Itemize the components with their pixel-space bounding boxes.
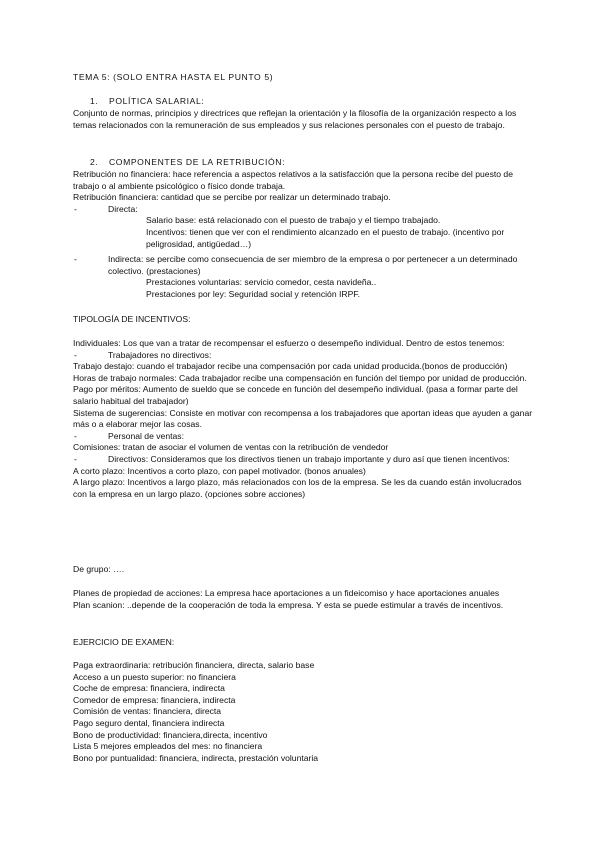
directa-label: Directa: [108, 203, 138, 214]
destajo-paragraph: Trabajo destajo: cuando el trabajador recibe una compensación por cada unidad producida.(bonos de producción) [73, 361, 508, 372]
tipologia-content [73, 338, 535, 500]
dash-bullet: - [74, 203, 77, 214]
no-financiera-paragraph: Retribución no financiera: hace referencia a aspectos relativos a la satisfacción que la persona recibe del puesto de trabajo o al ambiente psicológico o físico donde trabaja. [73, 169, 513, 191]
directivos-item [73, 454, 535, 466]
section2-number: 2. [90, 157, 99, 167]
ejercicio-item: Coche de empresa: financiera, indirecta [73, 683, 225, 694]
section2-heading-text: COMPONENTES DE LA RETRIBUCIÓN: [109, 157, 286, 167]
grupo-content [73, 588, 535, 611]
largo-plazo-paragraph: A largo plazo: Incentivos a largo plazo, más relacionados con los de la empresa. Se les da cuando están involucrados con la empresa en un largo plazo. (opciones sobre acciones) [73, 477, 522, 499]
dash-bullet: - [74, 254, 77, 265]
ejercicio-heading: EJERCICIO DE EXAMEN: [73, 637, 175, 647]
directa-item [73, 204, 535, 216]
horas-normales-paragraph: Horas de trabajo normales: Cada trabajador recibe una compensación en función del tiempo por unidad de producción. [73, 372, 527, 383]
section2-content [73, 169, 535, 301]
indirecta-item [73, 254, 535, 277]
tipologia-heading: TIPOLOGÍA DE INCENTIVOS: [73, 314, 191, 324]
tema-title: TEMA 5: (SOLO ENTRA HASTA EL PUNTO 5) [73, 72, 274, 82]
dash-bullet: - [74, 430, 77, 441]
comisiones-paragraph: Comisiones: tratan de asociar el volumen de ventas con la retribución de vendedor [73, 442, 389, 453]
section1-heading-text: POLÍTICA SALARIAL: [109, 96, 205, 106]
individuales-paragraph: Individuales: Los que van a tratar de recompensar el esfuerzo o desempeño individual. Dentro de estos tenemos: [73, 338, 505, 348]
personal-ventas-label: Personal de ventas: [108, 430, 184, 441]
sugerencias-paragraph: Sistema de sugerencias: Consiste en motivar con recompensa a los trabajadores que aportan ideas que ayuden a ganar más o a elaborar mejor las cosas. [73, 407, 533, 430]
de-grupo-paragraph: De grupo: …. [73, 564, 125, 574]
ejercicio-item: Lista 5 mejores empleados del mes: no financiera [73, 741, 263, 752]
dash-bullet: - [74, 453, 77, 464]
ejercicio-item: Comedor de empresa: financiera, indirecta [73, 694, 236, 705]
ejercicio-item: Pago seguro dental, financiera indirecta [73, 717, 225, 728]
scanion-paragraph: Plan scanion: ..depende de la cooperación de toda la empresa. Y esta se puede estimular a través de incentivos. [73, 599, 504, 610]
prestaciones-ley-item: Prestaciones por ley: Seguridad social y retención IRPF. [146, 288, 360, 299]
salario-base-item: Salario base: está relacionado con el puesto de trabajo y el tiempo trabajado. [146, 215, 441, 226]
ejercicio-item: Bono de productividad: financiera,directa, incentivo [73, 729, 268, 740]
pago-meritos-paragraph: Pago por méritos: Aumento de sueldo que se concede en función del desempeño individual. (pasa a formar parte del salario habitual del trabajador) [73, 384, 518, 406]
section1-body: Conjunto de normas, principios y directrices que reflejan la orientación y la filosofía de la organización respecto a los temas relacionados con la remuneración de sus empleados y sus relaciones personales con el puesto de trabajo. [73, 108, 517, 130]
section1-number: 1. [90, 96, 99, 106]
section1-heading [90, 96, 204, 108]
personal-ventas-item [73, 431, 535, 443]
planes-paragraph: Planes de propiedad de acciones: La empresa hace aportaciones a un fideicomiso y hace aportaciones anuales [73, 588, 500, 598]
ejercicio-item: Paga extraordinaria: retribución financiera, directa, salario base [73, 660, 315, 670]
ejercicio-list [73, 660, 535, 764]
dash-bullet: - [74, 349, 77, 360]
financiera-paragraph: Retribución financiera: cantidad que se percibe por realizar un determinado trabajo. [73, 192, 391, 203]
incentivos-item: Incentivos: tienen que ver con el rendimiento alcanzado en el puesto de trabajo. (incentivo por peligrosidad, antigüedad…) [146, 226, 505, 249]
prestaciones-voluntarias-item: Prestaciones voluntarias: servicio comedor, cesta navideña.. [146, 277, 377, 288]
ejercicio-item: Acceso a un puesto superior: no financiera [73, 671, 236, 682]
section2-heading [90, 157, 285, 169]
trab-no-directivos-label: Trabajadores no directivos: [108, 349, 212, 360]
corto-plazo-paragraph: A corto plazo: Incentivos a corto plazo, con papel motivador. (bonos anuales) [73, 465, 366, 476]
directivos-text: Directivos: Consideramos que los directivos tienen un trabajo importante y duro así que tienen incentivos: [108, 453, 510, 464]
trab-no-directivos-item [73, 350, 535, 362]
ejercicio-item: Bono por puntualidad: financiera, indirecta, prestación voluntaria [73, 752, 319, 763]
indirecta-text: Indirecta: se percibe como consecuencia de ser miembro de la empresa o por pertenecer a un determinado colectivo. (prestaciones) [108, 254, 518, 276]
ejercicio-item: Comisión de ventas: financiera, directa [73, 706, 222, 717]
